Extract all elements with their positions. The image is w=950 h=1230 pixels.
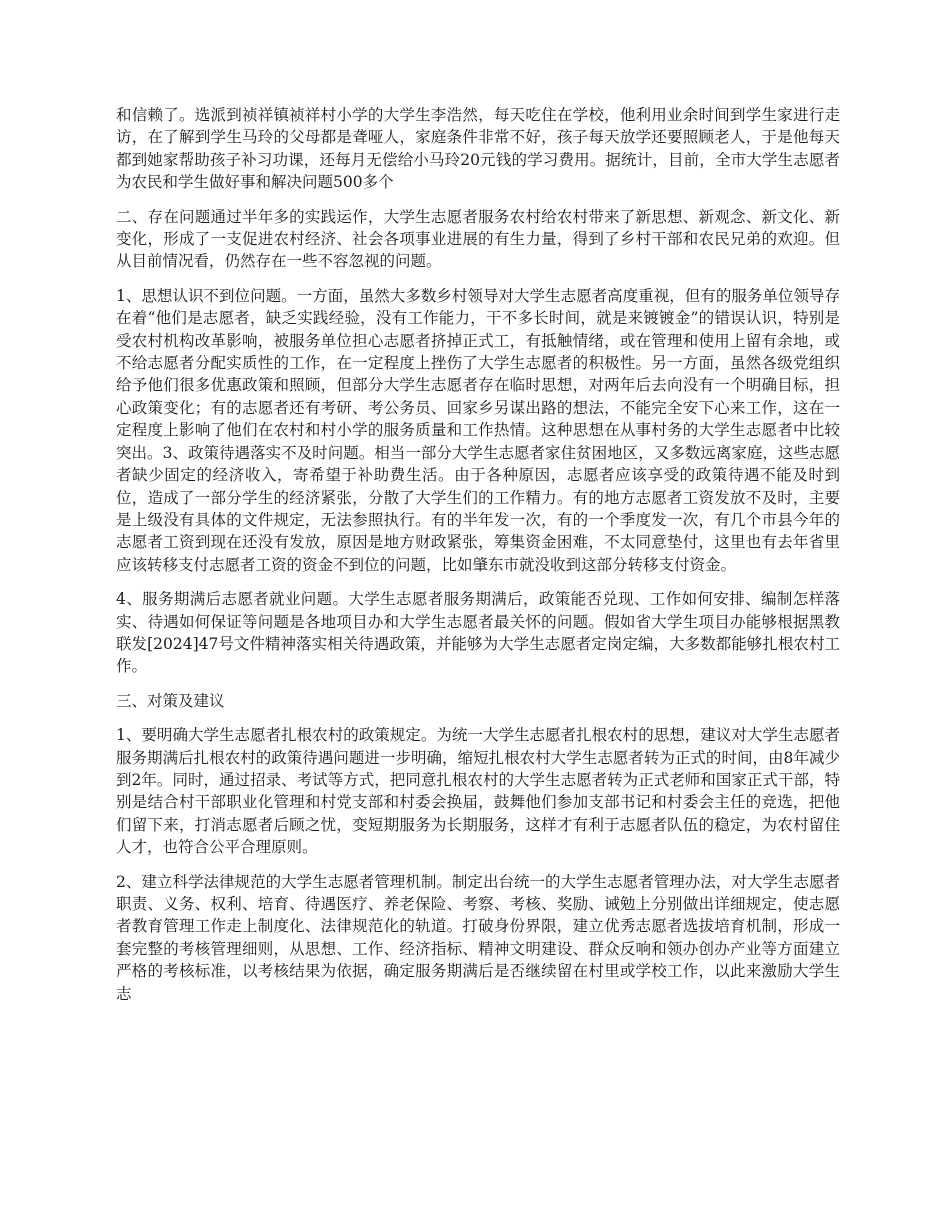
- document-body: [116, 104, 840, 1017]
- paragraph-section-2-intro: 二、存在问题通过半年多的实践运作，大学生志愿者服务农村给农村带来了新思想、新观念、新文化、新变化，形成了一支促进农村经济、社会各项事业进展的有生力量，得到了乡村干部和农民兄弟的欢迎。但从目前情况看，仍然存在一些不容忽视的问题。: [116, 207, 840, 271]
- paragraph-suggestion-2: 2、建立科学法律规范的大学生志愿者管理机制。制定出台统一的大学生志愿者管理办法，对大学生志愿者职责、义务、权利、培育、待遇医疗、养老保险、考察、考核、奖励、诫勉上分别做出详细规定，使志愿者教育管理工作走上制度化、法律规范化的轨道。打破身份界限，建立优秀志愿者选拔培育机制，形成一套完整的考核管理细则，从思想、工作、经济指标、精神文明建设、群众反响和领办创办产业等方面建立严格的考核标准，以考核结果为依据，确定服务期满后是否继续留在村里或学校工作，以此来激励大学生志: [116, 872, 840, 1003]
- paragraph-problem-4: 4、服务期满后志愿者就业问题。大学生志愿者服务期满后，政策能否兑现、工作如何安排、编制怎样落实、待遇如何保证等问题是各地项目办和大学生志愿者最关怀的问题。假如省大学生项目办能够根据黑教联发[2024]47号文件精神落实相关待遇政策，并能够为大学生志愿者定岗定编，大多数都能够扎根农村工作。: [116, 590, 840, 676]
- section-3-heading: 三、对策及建议: [116, 691, 225, 710]
- paragraph-problem-1-and-3: 1、思想认识不到位问题。一方面，虽然大多数乡村领导对大学生志愿者高度重视，但有的服务单位领导存在着“他们是志愿者，缺乏实践经验，没有工作能力，干不多长时间，就是来镀镀金”的错误认识，特别是受农村机构改革影响，被服务单位担心志愿者挤掉正式工，有抵触情绪，或在管理和使用上留有余地，或不给志愿者分配实质性的工作，在一定程度上挫伤了大学生志愿者的积极性。另一方面，虽然各级党组织给予他们很多优惠政策和照顾，但部分大学生志愿者存在临时思想，对两年后去向没有一个明确目标，担心政策变化；有的志愿者还有考研、考公务员、回家乡另谋出路的想法，不能完全安下心来工作，这在一定程度上影响了他们在农村和村小学的服务质量和工作热情。这种思想在从事村务的大学生志愿者中比较突出。3、政策待遇落实不及时问题。相当一部分大学生志愿者家住贫困地区，又多数远离家庭，这些志愿者缺少固定的经济收入，寄希望于补助费生活。由于各种原因，志愿者应该享受的政策待遇不能及时到位，造成了一部分学生的经济紧张，分散了大学生们的工作精力。有的地方志愿者工资发放不及时，主要是上级没有具体的文件规定，无法参照执行。有的半年发一次，有的一个季度发一次，有几个市县今年的志愿者工资到现在还没有发放，原因是地方财政紧张，筹集资金困难，不太同意垫付，这里也有去年省里应该转移支付志愿者工资的资金不到位的问题，比如肇东市就没收到这部分转移支付资金。: [116, 286, 840, 574]
- paragraph-volunteer-story: 和信赖了。选派到祯祥镇祯祥村小学的大学生李浩然，每天吃住在学校，他利用业余时间到学生家进行走访，在了解到学生马玲的父母都是聋哑人，家庭条件非常不好，孩子每天放学还要照顾老人，于是他每天都到她家帮助孩子补习功课，还每月无偿给小马玲20元钱的学习费用。据统计，目前，全市大学生志愿者为农民和学生做好事和解决问题500多个: [116, 106, 840, 192]
- paragraph-suggestion-1: 1、要明确大学生志愿者扎根农村的政策规定。为统一大学生志愿者扎根农村的思想，建议对大学生志愿者服务期满后扎根农村的政策待遇问题进一步明确，缩短扎根农村大学生志愿者转为正式的时间，由8年减少到2年。同时，通过招录、考试等方式，把同意扎根农村的大学生志愿者转为正式老师和国家正式干部，特别是结合村干部职业化管理和村党支部和村委会换届，鼓舞他们参加支部书记和村委会主任的竞选，把他们留下来，打消志愿者后顾之忧，变短期服务为长期服务，这样才有利于志愿者队伍的稳定，为农村留住人才，也符合公平合理原则。: [116, 726, 840, 857]
